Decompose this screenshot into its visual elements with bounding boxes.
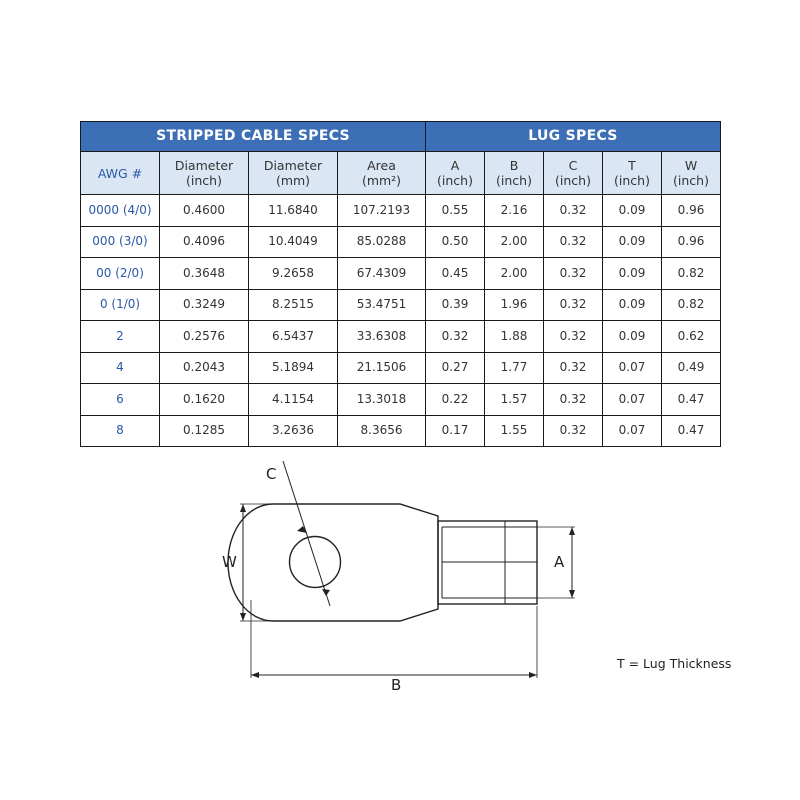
w-arrowhead-bottom — [240, 613, 246, 621]
table-cell: 0.27 — [426, 352, 485, 384]
b-arrowhead-right — [529, 672, 537, 678]
a-arrowhead-top — [569, 527, 575, 535]
table-cell: 53.4751 — [338, 289, 426, 321]
awg-cell: 6 — [81, 384, 160, 416]
table-cell: 0.09 — [603, 289, 662, 321]
table-cell: 8.3656 — [338, 415, 426, 447]
b-column-header: B (inch) — [485, 152, 544, 195]
table-row — [81, 289, 721, 321]
table-cell: 2.00 — [485, 226, 544, 258]
stud-hole — [290, 537, 341, 588]
table-row — [81, 226, 721, 258]
table-cell: 0.32 — [544, 258, 603, 290]
table-row — [81, 195, 721, 227]
label-b: B — [391, 676, 402, 694]
table-cell: 0.32 — [544, 195, 603, 227]
table-cell: 0.39 — [426, 289, 485, 321]
table-row — [81, 321, 721, 353]
table-cell: 0.62 — [662, 321, 721, 353]
table-cell: 0.32 — [544, 415, 603, 447]
awg-column-header: AWG # — [81, 152, 160, 195]
table-cell: 0.1285 — [160, 415, 249, 447]
table-cell: 107.2193 — [338, 195, 426, 227]
label-w: W — [222, 553, 237, 571]
thickness-note: T = Lug Thickness — [617, 656, 732, 671]
label-a: A — [554, 553, 565, 571]
table-cell: 0.55 — [426, 195, 485, 227]
table-cell: 0.32 — [544, 384, 603, 416]
table-cell: 1.77 — [485, 352, 544, 384]
table-cell: 0.22 — [426, 384, 485, 416]
table-cell: 0.32 — [544, 321, 603, 353]
table-cell: 1.57 — [485, 384, 544, 416]
spec-table-body — [81, 195, 721, 447]
table-cell: 0.82 — [662, 258, 721, 290]
table-cell: 21.1506 — [338, 352, 426, 384]
a-column-header: A (inch) — [426, 152, 485, 195]
table-cell: 0.4096 — [160, 226, 249, 258]
label-c: C — [266, 465, 277, 483]
table-cell: 8.2515 — [249, 289, 338, 321]
awg-cell: 000 (3/0) — [81, 226, 160, 258]
table-cell: 0.96 — [662, 195, 721, 227]
table-cell: 1.55 — [485, 415, 544, 447]
diameter-inch-column-header: Diameter (inch) — [160, 152, 249, 195]
table-cell: 33.6308 — [338, 321, 426, 353]
stripped-cable-specs-heading: STRIPPED CABLE SPECS — [81, 122, 426, 152]
table-cell: 3.2636 — [249, 415, 338, 447]
table-cell: 4.1154 — [249, 384, 338, 416]
area-column-header: Area (mm²) — [338, 152, 426, 195]
table-row — [81, 352, 721, 384]
table-cell: 13.3018 — [338, 384, 426, 416]
table-cell: 0.07 — [603, 384, 662, 416]
awg-cell: 8 — [81, 415, 160, 447]
table-cell: 2.16 — [485, 195, 544, 227]
table-cell: 1.88 — [485, 321, 544, 353]
table-cell: 6.5437 — [249, 321, 338, 353]
b-arrowhead-left — [251, 672, 259, 678]
awg-cell: 0 (1/0) — [81, 289, 160, 321]
table-row — [81, 384, 721, 416]
table-cell: 0.1620 — [160, 384, 249, 416]
table-cell: 0.09 — [603, 321, 662, 353]
lug-outline — [228, 504, 438, 621]
table-cell: 10.4049 — [249, 226, 338, 258]
table-cell: 0.09 — [603, 258, 662, 290]
table-cell: 0.07 — [603, 352, 662, 384]
table-cell: 2.00 — [485, 258, 544, 290]
c-column-header: C (inch) — [544, 152, 603, 195]
a-arrowhead-bottom — [569, 590, 575, 598]
c-arrowhead-bottom — [322, 589, 330, 596]
lug-spec-table — [80, 121, 721, 447]
lug-specs-heading: LUG SPECS — [426, 122, 721, 152]
table-cell: 0.4600 — [160, 195, 249, 227]
w-arrowhead-top — [240, 504, 246, 512]
awg-cell: 0000 (4/0) — [81, 195, 160, 227]
table-cell: 0.47 — [662, 415, 721, 447]
table-cell: 85.0288 — [338, 226, 426, 258]
table-cell: 0.47 — [662, 384, 721, 416]
table-cell: 0.07 — [603, 415, 662, 447]
c-dimension-line — [283, 461, 330, 606]
table-cell: 0.32 — [426, 321, 485, 353]
diameter-mm-column-header: Diameter (mm) — [249, 152, 338, 195]
table-cell: 9.2658 — [249, 258, 338, 290]
table-cell: 0.3648 — [160, 258, 249, 290]
table-cell: 0.82 — [662, 289, 721, 321]
table-cell: 0.50 — [426, 226, 485, 258]
table-cell: 0.32 — [544, 352, 603, 384]
table-cell: 67.4309 — [338, 258, 426, 290]
table-cell: 5.1894 — [249, 352, 338, 384]
table-cell: 0.32 — [544, 289, 603, 321]
table-row — [81, 258, 721, 290]
t-column-header: T (inch) — [603, 152, 662, 195]
table-cell: 11.6840 — [249, 195, 338, 227]
w-column-header: W (inch) — [662, 152, 721, 195]
table-cell: 0.2576 — [160, 321, 249, 353]
awg-cell: 4 — [81, 352, 160, 384]
table-cell: 0.09 — [603, 226, 662, 258]
table-row — [81, 415, 721, 447]
table-cell: 0.2043 — [160, 352, 249, 384]
table-cell: 0.49 — [662, 352, 721, 384]
awg-cell: 00 (2/0) — [81, 258, 160, 290]
awg-cell: 2 — [81, 321, 160, 353]
table-cell: 1.96 — [485, 289, 544, 321]
table-cell: 0.96 — [662, 226, 721, 258]
table-cell: 0.17 — [426, 415, 485, 447]
table-cell: 0.09 — [603, 195, 662, 227]
table-cell: 0.3249 — [160, 289, 249, 321]
table-cell: 0.45 — [426, 258, 485, 290]
table-cell: 0.32 — [544, 226, 603, 258]
